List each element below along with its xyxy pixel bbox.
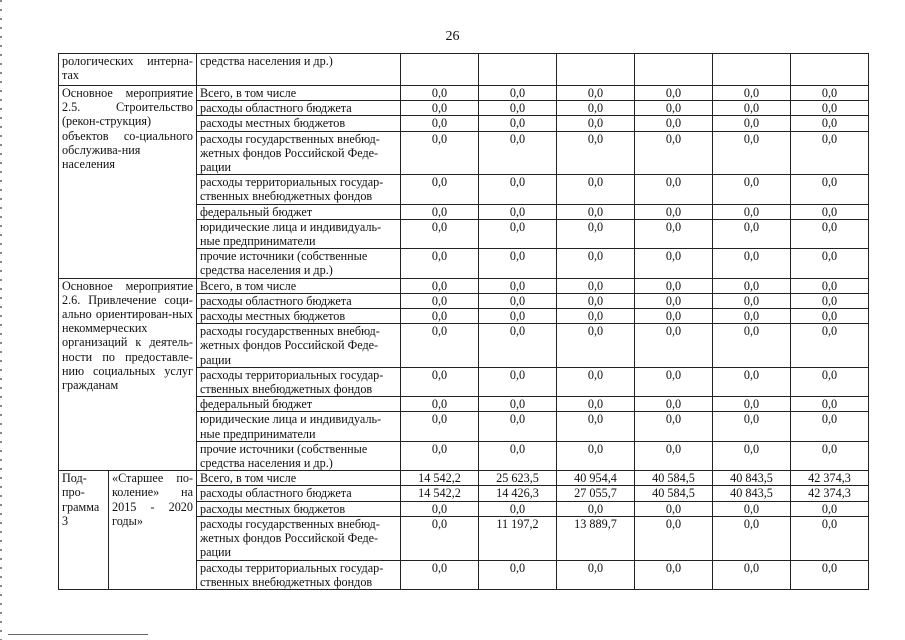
value-cell: 0,0 — [479, 293, 557, 308]
source-cell: юридические лица и индивидуаль-ные предприниматели — [197, 412, 401, 441]
value-cell: 0,0 — [791, 204, 869, 219]
value-cell: 0,0 — [635, 412, 713, 441]
value-cell: 14 542,2 — [401, 486, 479, 501]
value-cell: 0,0 — [479, 116, 557, 131]
value-cell: 0,0 — [791, 516, 869, 560]
table-row — [59, 54, 869, 86]
source-cell: расходы государственных внебюд-жетных фондов Российской Феде-рации — [197, 131, 401, 175]
table-body — [59, 54, 869, 590]
value-cell: 0,0 — [713, 501, 791, 516]
value-cell: 0,0 — [791, 560, 869, 589]
value-cell: 0,0 — [791, 293, 869, 308]
value-cell: 40 954,4 — [557, 471, 635, 486]
value-cell: 0,0 — [557, 278, 635, 293]
value-cell: 0,0 — [557, 560, 635, 589]
value-cell: 0,0 — [557, 175, 635, 204]
value-cell: 0,0 — [635, 101, 713, 116]
value-cell: 0,0 — [791, 116, 869, 131]
value-cell: 0,0 — [557, 397, 635, 412]
value-cell: 0,0 — [713, 441, 791, 470]
value-cell: 0,0 — [557, 204, 635, 219]
value-cell: 0,0 — [713, 204, 791, 219]
source-cell: расходы областного бюджета — [197, 101, 401, 116]
value-cell: 0,0 — [635, 501, 713, 516]
value-cell: 0,0 — [791, 219, 869, 248]
value-cell — [713, 54, 791, 86]
source-cell: Всего, в том числе — [197, 471, 401, 486]
value-cell: 0,0 — [401, 175, 479, 204]
program-cell: Основное мероприятие 2.6. Привлечение соци-ально ориентирован-ных некоммерческих организаций к деятель-ности по предоставле-нию социальных услуг гражданам — [59, 278, 197, 471]
value-cell — [791, 54, 869, 86]
value-cell: 0,0 — [401, 86, 479, 101]
value-cell: 0,0 — [557, 441, 635, 470]
source-cell: Всего, в том числе — [197, 86, 401, 101]
value-cell: 0,0 — [713, 560, 791, 589]
subprogram-type-cell: Под-про-грамма 3 — [59, 471, 109, 590]
value-cell: 0,0 — [635, 86, 713, 101]
value-cell: 0,0 — [479, 309, 557, 324]
value-cell: 0,0 — [401, 278, 479, 293]
value-cell: 0,0 — [557, 367, 635, 396]
value-cell: 0,0 — [635, 516, 713, 560]
value-cell: 0,0 — [713, 86, 791, 101]
value-cell — [557, 54, 635, 86]
value-cell: 0,0 — [791, 175, 869, 204]
value-cell: 0,0 — [635, 397, 713, 412]
value-cell: 0,0 — [557, 86, 635, 101]
value-cell: 0,0 — [557, 101, 635, 116]
value-cell: 0,0 — [791, 249, 869, 278]
value-cell: 0,0 — [401, 293, 479, 308]
value-cell: 0,0 — [713, 309, 791, 324]
value-cell: 0,0 — [479, 101, 557, 116]
value-cell: 0,0 — [635, 204, 713, 219]
value-cell — [401, 54, 479, 86]
value-cell: 0,0 — [557, 324, 635, 368]
value-cell: 0,0 — [401, 516, 479, 560]
value-cell: 42 374,3 — [791, 471, 869, 486]
value-cell: 0,0 — [401, 501, 479, 516]
value-cell: 0,0 — [713, 516, 791, 560]
value-cell: 0,0 — [713, 367, 791, 396]
source-cell: федеральный бюджет — [197, 204, 401, 219]
value-cell: 0,0 — [635, 367, 713, 396]
value-cell: 0,0 — [635, 293, 713, 308]
value-cell: 0,0 — [557, 293, 635, 308]
value-cell: 0,0 — [401, 397, 479, 412]
value-cell: 0,0 — [713, 412, 791, 441]
value-cell: 0,0 — [713, 131, 791, 175]
value-cell: 0,0 — [479, 204, 557, 219]
source-cell: расходы местных бюджетов — [197, 309, 401, 324]
value-cell: 0,0 — [713, 293, 791, 308]
value-cell: 0,0 — [713, 249, 791, 278]
value-cell: 0,0 — [713, 219, 791, 248]
value-cell: 0,0 — [557, 116, 635, 131]
value-cell: 0,0 — [479, 278, 557, 293]
value-cell: 0,0 — [401, 116, 479, 131]
value-cell: 0,0 — [713, 397, 791, 412]
value-cell: 0,0 — [479, 397, 557, 412]
value-cell: 0,0 — [557, 309, 635, 324]
value-cell: 0,0 — [557, 249, 635, 278]
value-cell: 0,0 — [713, 116, 791, 131]
value-cell: 0,0 — [635, 219, 713, 248]
value-cell: 14 426,3 — [479, 486, 557, 501]
value-cell: 0,0 — [791, 324, 869, 368]
budget-table — [58, 53, 869, 590]
value-cell: 0,0 — [791, 367, 869, 396]
value-cell: 0,0 — [791, 441, 869, 470]
value-cell: 0,0 — [635, 278, 713, 293]
value-cell: 0,0 — [791, 278, 869, 293]
source-cell: расходы местных бюджетов — [197, 116, 401, 131]
value-cell: 0,0 — [791, 501, 869, 516]
value-cell: 0,0 — [713, 324, 791, 368]
source-cell: расходы государственных внебюд-жетных фондов Российской Феде-рации — [197, 516, 401, 560]
value-cell: 0,0 — [713, 175, 791, 204]
value-cell: 0,0 — [791, 412, 869, 441]
value-cell: 0,0 — [401, 367, 479, 396]
value-cell: 0,0 — [479, 501, 557, 516]
value-cell: 42 374,3 — [791, 486, 869, 501]
source-cell: федеральный бюджет — [197, 397, 401, 412]
page-number: 26 — [445, 29, 460, 44]
source-cell: юридические лица и индивидуаль-ные предприниматели — [197, 219, 401, 248]
value-cell: 0,0 — [635, 309, 713, 324]
value-cell: 0,0 — [479, 86, 557, 101]
value-cell: 0,0 — [401, 131, 479, 175]
value-cell: 0,0 — [635, 441, 713, 470]
value-cell: 40 843,5 — [713, 471, 791, 486]
source-cell: расходы территориальных государ-ственных внебюджетных фондов — [197, 560, 401, 589]
source-cell: расходы территориальных государ-ственных внебюджетных фондов — [197, 367, 401, 396]
value-cell: 0,0 — [791, 397, 869, 412]
value-cell: 40 584,5 — [635, 471, 713, 486]
program-cell: Основное мероприятие 2.5. Строительство (рекон-струкция) объектов со-циального обслужива-ния населения — [59, 86, 197, 279]
value-cell: 0,0 — [401, 324, 479, 368]
value-cell: 0,0 — [635, 175, 713, 204]
source-cell: средства населения и др.) — [197, 54, 401, 86]
value-cell — [479, 54, 557, 86]
value-cell: 0,0 — [557, 219, 635, 248]
value-cell: 0,0 — [401, 309, 479, 324]
value-cell: 0,0 — [557, 501, 635, 516]
value-cell: 0,0 — [635, 249, 713, 278]
value-cell: 40 584,5 — [635, 486, 713, 501]
source-cell: расходы областного бюджета — [197, 293, 401, 308]
value-cell: 0,0 — [479, 249, 557, 278]
value-cell: 0,0 — [401, 560, 479, 589]
value-cell: 40 843,5 — [713, 486, 791, 501]
value-cell: 0,0 — [635, 116, 713, 131]
value-cell: 0,0 — [635, 131, 713, 175]
value-cell: 0,0 — [401, 412, 479, 441]
value-cell: 0,0 — [791, 131, 869, 175]
source-cell: Всего, в том числе — [197, 278, 401, 293]
value-cell: 0,0 — [479, 441, 557, 470]
table-row — [59, 278, 869, 293]
value-cell: 11 197,2 — [479, 516, 557, 560]
source-cell: расходы местных бюджетов — [197, 501, 401, 516]
value-cell: 0,0 — [479, 324, 557, 368]
source-cell: расходы областного бюджета — [197, 486, 401, 501]
value-cell: 0,0 — [635, 560, 713, 589]
value-cell: 0,0 — [791, 101, 869, 116]
source-cell: прочие источники (собственные средства населения и др.) — [197, 249, 401, 278]
table-row — [59, 471, 869, 486]
value-cell: 0,0 — [557, 412, 635, 441]
value-cell: 0,0 — [401, 204, 479, 219]
value-cell — [635, 54, 713, 86]
source-cell: прочие источники (собственные средства населения и др.) — [197, 441, 401, 470]
value-cell: 0,0 — [479, 175, 557, 204]
source-cell: расходы территориальных государ-ственных внебюджетных фондов — [197, 175, 401, 204]
scan-edge-marks — [0, 0, 2, 640]
value-cell: 0,0 — [791, 86, 869, 101]
value-cell: 13 889,7 — [557, 516, 635, 560]
value-cell: 0,0 — [791, 309, 869, 324]
value-cell: 0,0 — [401, 101, 479, 116]
value-cell: 0,0 — [479, 219, 557, 248]
program-cell: рологических интерна-тах — [59, 54, 197, 86]
source-cell: расходы государственных внебюд-жетных фондов Российской Феде-рации — [197, 324, 401, 368]
value-cell: 0,0 — [401, 441, 479, 470]
value-cell: 0,0 — [713, 278, 791, 293]
value-cell: 0,0 — [401, 249, 479, 278]
value-cell: 0,0 — [557, 131, 635, 175]
value-cell: 0,0 — [479, 131, 557, 175]
value-cell: 0,0 — [479, 367, 557, 396]
value-cell: 25 623,5 — [479, 471, 557, 486]
value-cell: 0,0 — [479, 560, 557, 589]
value-cell: 27 055,7 — [557, 486, 635, 501]
value-cell: 0,0 — [401, 219, 479, 248]
value-cell: 14 542,2 — [401, 471, 479, 486]
subprogram-name-cell: «Старшее по-коление» на 2015 - 2020 годы» — [109, 471, 197, 590]
footer-rule — [8, 634, 148, 635]
value-cell: 0,0 — [635, 324, 713, 368]
value-cell: 0,0 — [713, 101, 791, 116]
value-cell: 0,0 — [479, 412, 557, 441]
table-row — [59, 86, 869, 101]
